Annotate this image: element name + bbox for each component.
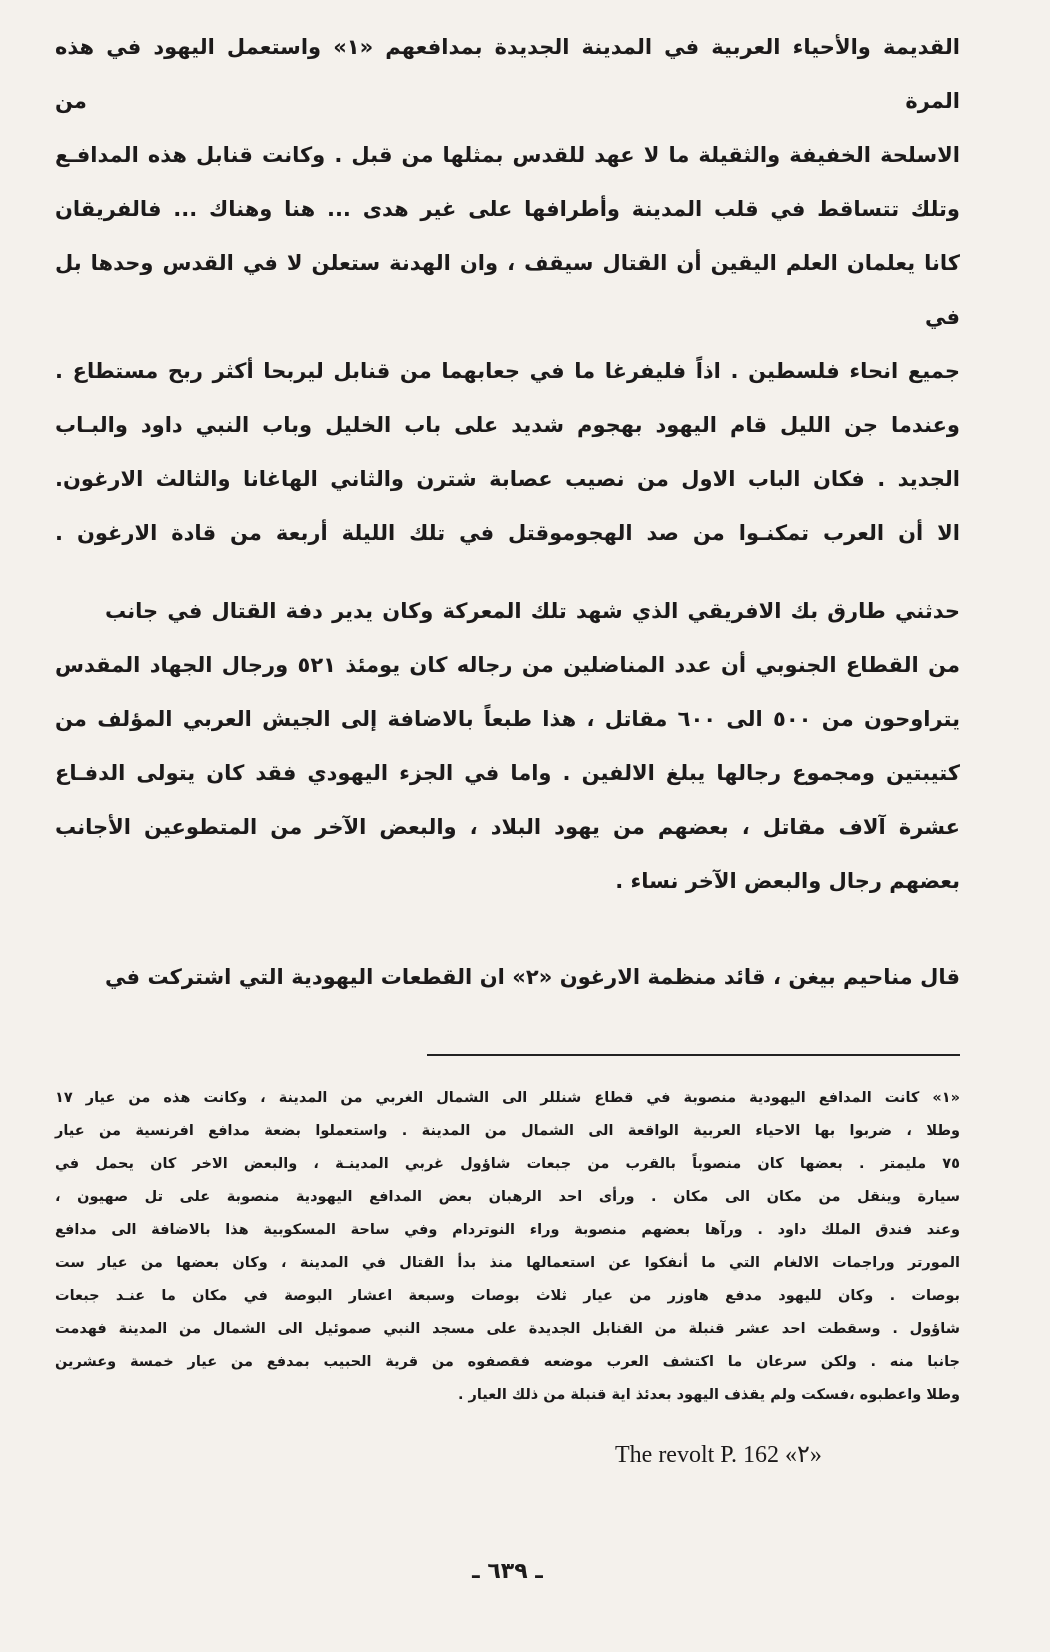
page-number: ـ ٦٣٩ ـ <box>472 1559 543 1584</box>
text-line: من القطاع الجنوبي أن عدد المناضلين من رجاله كان يومئذ ٥٢١ ورجال الجهاد المقدس <box>55 653 960 677</box>
footnote-divider-row <box>55 1054 960 1056</box>
text-line: الا أن العرب تمكنـوا من صد الهجوموقتل في تلك الليلة أربعة من قادة الارغون . <box>55 521 960 545</box>
text-line: عشرة آلاف مقاتل ، بعضهم من يهود البلاد ، والبعض الآخر من المتطوعين الأجانب <box>55 815 960 839</box>
text-line: كتيبتين ومجموع رجالها يبلغ الالفين . واما في الجزء اليهودي فقد كان يتولى الدفـاع <box>55 761 960 785</box>
footnote-line: وعند فندق الملك داود . ورآها بعضهم منصوبة وراء النوتردام وفي ساحة المسكوبية هذا بالاضافة الى مدافع <box>55 1222 960 1238</box>
footnote-line: المورتر وراجمات الالغام التي ما أنفكوا عن استعمالها منذ بدأ القتال في المدينة ، وكان بعضها من عيار ست <box>55 1255 960 1271</box>
footnote-line: ٧٥ مليمتر . بعضها كان منصوباً بالقرب من جبعات شاؤول غربي المدينـة ، والبعض الاخر كان يحمل في <box>55 1156 960 1172</box>
main-text <box>55 20 960 1004</box>
footnote-line: وطلا ، ضربوا بها الاحياء العربية الواقعة الى الشمال من المدينة . واستعملوا بضعة مدافع افرنسية من عيار <box>55 1123 960 1139</box>
text-line: الاسلحة الخفيفة والثقيلة ما لا عهد للقدس بمثلها من قبل . وكانت قنابل هذه المدافـع <box>55 143 960 167</box>
footnote-line: بوصات . وكان لليهود مدفع هاوزر من عيار ثلاث بوصات وسبعة اعشار البوصة في مكان ما عنـد جبعات <box>55 1288 960 1304</box>
text-line: الجديد . فكان الباب الاول من نصيب عصابة شترن والثاني الهاغانا والثالث الارغون. <box>55 467 960 491</box>
footnotes <box>55 1082 960 1412</box>
footnote-line: جانبا منه . ولكن سرعان ما اكتشف العرب موضعه فقصفوه من قرية الحبيب بمدفع من عيار خمسة وعشرين <box>55 1354 960 1370</box>
footnote-line: سيارة وينقل من مكان الى مكان . ورأى احد الرهبان بعض المدافع اليهودية منصوبة على تل صهيون ، <box>55 1189 960 1205</box>
footnote-divider <box>427 1054 960 1056</box>
text-line: وتلك تتساقط في قلب المدينة وأطرافها على غير هدى ... هنا وهناك ... فالفريقان <box>55 197 960 221</box>
reference-citation: The revolt P. 162 «٢» <box>615 1442 822 1468</box>
text-line: وعندما جن الليل قام اليهود بهجوم شديد على باب الخليل وباب النبي داود والبـاب <box>55 413 960 437</box>
text-line: قال مناحيم بيغن ، قائد منظمة الارغون «٢» ان القطعات اليهودية التي اشتركت في <box>105 965 960 989</box>
text-line: جميع انحاء فلسطين . اذاً فليفرغا ما في جعابهما من قنابل ليربحا أكثر ربح مستطاع . <box>55 359 960 383</box>
text-line: كانا يعلمان العلم اليقين أن القتال سيقف ، وان الهدنة ستعلن لا في القدس وحدها بل في <box>55 251 960 329</box>
footnote-line: شاؤول . وسقطت احد عشر قنبلة من القنابل الجديدة على مسجد النبي صموئيل الى الشمال من المدينة فهدمت <box>55 1321 960 1337</box>
text-line: بعضهم رجال والبعض الآخر نساء . <box>615 869 960 893</box>
footnote-line: وطلا واعطبوه ،فسكت ولم يقذف اليهود بعدئذ اية قنبلة من ذلك العيار . <box>457 1387 960 1403</box>
footnote-line: «١» كانت المدافع اليهودية منصوبة في قطاع شنللر الى الشمال الغربي من المدينة ، وكانت هذه من عيار ١٧ <box>55 1090 960 1106</box>
text-line: القديمة والأحياء العربية في المدينة الجديدة بمدافعهم «١» واستعمل اليهود في هذه المرة من <box>55 35 960 113</box>
text-line: يتراوحون من ٥٠٠ الى ٦٠٠ مقاتل ، هذا طبعاً بالاضافة إلى الجيش العربي المؤلف من <box>55 707 960 731</box>
text-line: حدثني طارق بك الافريقي الذي شهد تلك المعركة وكان يدير دفة القتال في جانب <box>105 599 960 623</box>
